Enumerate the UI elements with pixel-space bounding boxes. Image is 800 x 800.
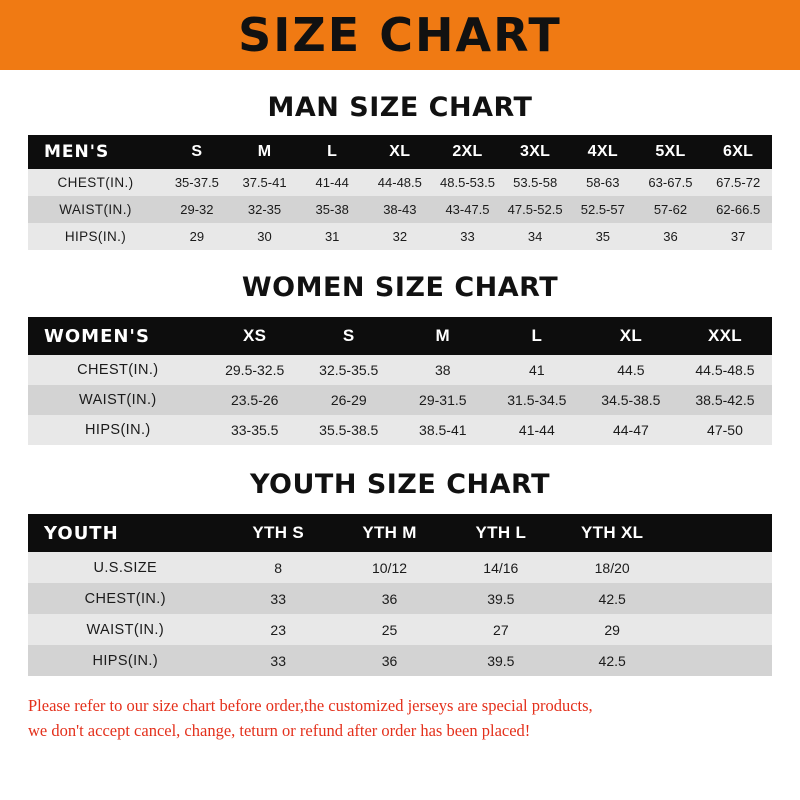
cell: 33 — [223, 645, 334, 676]
header-cell-s: S — [302, 317, 396, 355]
cell: 38.5-42.5 — [678, 385, 772, 415]
cell: 41-44 — [490, 415, 584, 445]
table-row — [28, 355, 772, 385]
header-cell-m: M — [396, 317, 490, 355]
cell: 23.5-26 — [208, 385, 302, 415]
women-section-heading: WOMEN SIZE CHART — [241, 272, 559, 303]
cell: 31.5-34.5 — [490, 385, 584, 415]
cell: 67.5-72 — [704, 169, 772, 196]
cell: 58-63 — [569, 169, 637, 196]
cell: 29 — [163, 223, 231, 250]
cell: 36 — [334, 645, 445, 676]
cell: 57-62 — [637, 196, 705, 223]
cell: 39.5 — [445, 645, 556, 676]
cell: 10/12 — [334, 552, 445, 583]
header-banner — [0, 0, 800, 70]
cell: 35.5-38.5 — [302, 415, 396, 445]
cell: 62-66.5 — [704, 196, 772, 223]
table-header-row — [28, 135, 772, 169]
table-row — [28, 196, 772, 223]
cell: 8 — [223, 552, 334, 583]
cell: 37 — [704, 223, 772, 250]
header-cell-l: L — [490, 317, 584, 355]
cell: 38 — [396, 355, 490, 385]
cell: 53.5-58 — [501, 169, 569, 196]
youth-section-heading: YOUTH SIZE CHART — [249, 469, 551, 500]
row-label-waist: WAIST(IN.) — [28, 385, 208, 415]
cell: 35 — [569, 223, 637, 250]
cell-spacer — [668, 645, 772, 676]
cell: 33-35.5 — [208, 415, 302, 445]
table-row — [28, 415, 772, 445]
header-cell-label: WOMEN'S — [28, 317, 208, 355]
header-cell-spacer — [668, 514, 772, 552]
cell: 31 — [298, 223, 366, 250]
row-label-chest: CHEST(IN.) — [28, 169, 163, 196]
table-row — [28, 552, 772, 583]
header-cell-m: M — [231, 135, 299, 169]
cell: 42.5 — [556, 645, 667, 676]
cell: 41-44 — [298, 169, 366, 196]
cell: 33 — [223, 583, 334, 614]
cell: 18/20 — [556, 552, 667, 583]
man-section-heading: MAN SIZE CHART — [267, 92, 533, 123]
cell: 30 — [231, 223, 299, 250]
cell: 47-50 — [678, 415, 772, 445]
row-label-hips: HIPS(IN.) — [28, 223, 163, 250]
cell: 42.5 — [556, 583, 667, 614]
cell: 34 — [501, 223, 569, 250]
cell: 26-29 — [302, 385, 396, 415]
header-cell-l: L — [298, 135, 366, 169]
cell: 44.5 — [584, 355, 678, 385]
cell: 29 — [556, 614, 667, 645]
header-cell-xxl: XXL — [678, 317, 772, 355]
header-cell-s: S — [163, 135, 231, 169]
row-label-hips: HIPS(IN.) — [28, 415, 208, 445]
header-cell-xs: XS — [208, 317, 302, 355]
cell: 29.5-32.5 — [208, 355, 302, 385]
cell: 32.5-35.5 — [302, 355, 396, 385]
header-cell-5xl: 5XL — [637, 135, 705, 169]
table-row — [28, 385, 772, 415]
cell: 36 — [334, 583, 445, 614]
page-title: SIZE CHART — [238, 8, 562, 62]
table-row — [28, 169, 772, 196]
disclaimer-line-2: we don't accept cancel, change, teturn or refund after order has been placed! — [28, 720, 531, 740]
header-cell-yth-xl: YTH XL — [556, 514, 667, 552]
row-label-us-size: U.S.SIZE — [28, 552, 223, 583]
cell: 39.5 — [445, 583, 556, 614]
man-table-wrap — [0, 135, 800, 250]
header-cell-2xl: 2XL — [434, 135, 502, 169]
cell: 27 — [445, 614, 556, 645]
header-cell-3xl: 3XL — [501, 135, 569, 169]
youth-size-table — [28, 514, 772, 676]
cell: 14/16 — [445, 552, 556, 583]
table-row — [28, 583, 772, 614]
header-cell-4xl: 4XL — [569, 135, 637, 169]
table-row — [28, 645, 772, 676]
youth-table-wrap — [0, 514, 800, 676]
row-label-chest: CHEST(IN.) — [28, 583, 223, 614]
cell: 23 — [223, 614, 334, 645]
cell: 34.5-38.5 — [584, 385, 678, 415]
cell: 38-43 — [366, 196, 434, 223]
cell: 43-47.5 — [434, 196, 502, 223]
table-header-row — [28, 514, 772, 552]
cell: 33 — [434, 223, 502, 250]
disclaimer-line-1: Please refer to our size chart before order,the customized jerseys are special products, — [28, 696, 593, 715]
header-cell-xl: XL — [366, 135, 434, 169]
header-cell-xl: XL — [584, 317, 678, 355]
women-table-wrap — [0, 317, 800, 445]
cell: 32-35 — [231, 196, 299, 223]
cell: 44-48.5 — [366, 169, 434, 196]
table-row — [28, 223, 772, 250]
table-header-row — [28, 317, 772, 355]
header-cell-yth-l: YTH L — [445, 514, 556, 552]
cell: 32 — [366, 223, 434, 250]
row-label-hips: HIPS(IN.) — [28, 645, 223, 676]
cell-spacer — [668, 614, 772, 645]
cell: 41 — [490, 355, 584, 385]
man-size-table — [28, 135, 772, 250]
cell: 37.5-41 — [231, 169, 299, 196]
cell: 44-47 — [584, 415, 678, 445]
cell: 25 — [334, 614, 445, 645]
cell: 29-31.5 — [396, 385, 490, 415]
cell: 38.5-41 — [396, 415, 490, 445]
cell-spacer — [668, 583, 772, 614]
women-size-table — [28, 317, 772, 445]
cell: 29-32 — [163, 196, 231, 223]
cell: 48.5-53.5 — [434, 169, 502, 196]
row-label-waist: WAIST(IN.) — [28, 614, 223, 645]
header-cell-yth-m: YTH M — [334, 514, 445, 552]
header-cell-6xl: 6XL — [704, 135, 772, 169]
header-cell-label: YOUTH — [28, 514, 223, 552]
row-label-chest: CHEST(IN.) — [28, 355, 208, 385]
row-label-waist: WAIST(IN.) — [28, 196, 163, 223]
cell: 36 — [637, 223, 705, 250]
header-cell-label: MEN'S — [28, 135, 163, 169]
cell: 52.5-57 — [569, 196, 637, 223]
cell: 63-67.5 — [637, 169, 705, 196]
cell-spacer — [668, 552, 772, 583]
cell: 35-37.5 — [163, 169, 231, 196]
cell: 47.5-52.5 — [501, 196, 569, 223]
table-row — [28, 614, 772, 645]
cell: 35-38 — [298, 196, 366, 223]
cell: 44.5-48.5 — [678, 355, 772, 385]
disclaimer-note — [0, 694, 800, 744]
header-cell-yth-s: YTH S — [223, 514, 334, 552]
